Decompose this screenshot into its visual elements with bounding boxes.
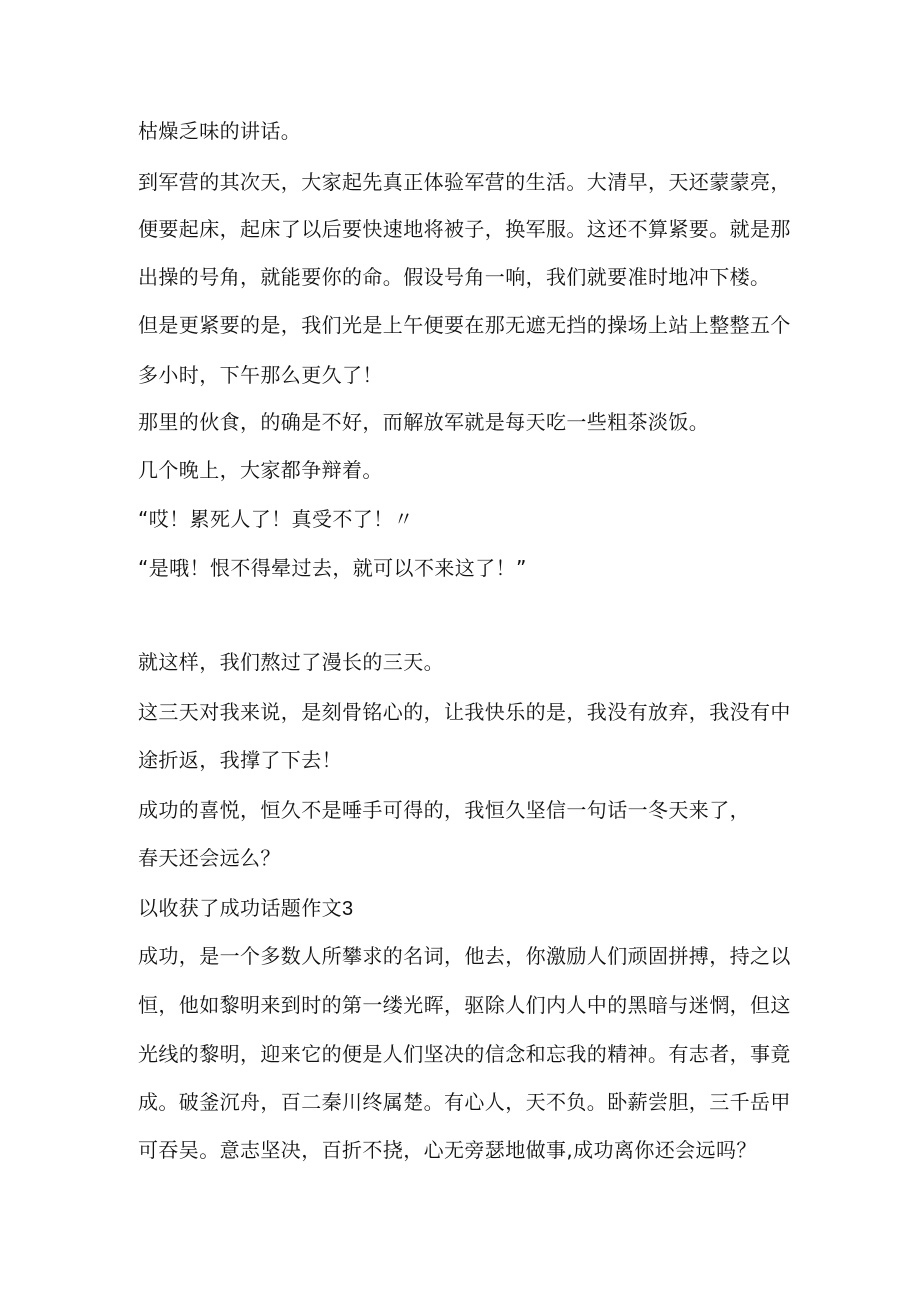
text-line: 但是更紧要的是，我们光是上午便要在那无遮无挡的操场上站上整整五个 [138, 313, 791, 337]
text-line: 就这样，我们熬过了漫长的三天。 [138, 650, 444, 674]
text-line: 那里的伙食，的确是不好，而解放军就是每天吃一些粗茶淡饭。 [138, 410, 710, 434]
text-line: 到军营的其次天，大家起先真正体验军营的生活。大清早，天还蒙蒙亮， [138, 170, 791, 194]
text-line: 成功的喜悦，恒久不是唾手可得的，我恒久坚信一句话一冬天来了， [138, 798, 750, 822]
text-line: 成。破釜沉舟，百二秦川终属楚。有心人，天不负。卧薪尝胆，三千岳甲 [138, 1090, 791, 1114]
text-line: 途折返，我撑了下去！ [138, 748, 342, 772]
text-line: 成功，是一个多数人所攀求的名词，他去，你激励人们顽固拼搏，持之以 [138, 944, 791, 968]
text-line: 春天还会远么？ [138, 846, 281, 870]
text-line: 这三天对我来说，是刻骨铭心的，让我快乐的是，我没有放弃，我没有中 [138, 700, 791, 724]
quote-line: “是哦！恨不得晕过去，就可以不来这了！” [138, 556, 527, 580]
text-line: 出操的号角，就能要你的命。假设号角一响，我们就要准时地冲下楼。 [138, 265, 771, 289]
text-line: 可吞吴。意志坚决，百折不挠，心无旁瑟地做事,成功离你还会远吗？ [138, 1138, 757, 1162]
text-line: 枯燥乏味的讲话。 [138, 119, 302, 143]
quote-line: “哎！累死人了！真受不了！〃 [138, 507, 414, 531]
text-line: 多小时，下午那么更久了！ [138, 363, 383, 387]
text-line: 光线的黎明，迎来它的便是人们坚决的信念和忘我的精神。有志者，事竟 [138, 1042, 791, 1066]
section-title: 以收获了成功话题作文3 [138, 898, 354, 920]
text-line: 几个晚上，大家都争辩着。 [138, 458, 383, 482]
text-line: 便要起床，起床了以后要快速地将被子，换军服。这还不算紧要。就是那 [138, 217, 791, 241]
text-line: 恒，他如黎明来到时的第一缕光晖，驱除人们内人中的黑暗与迷惘，但这 [138, 993, 791, 1017]
